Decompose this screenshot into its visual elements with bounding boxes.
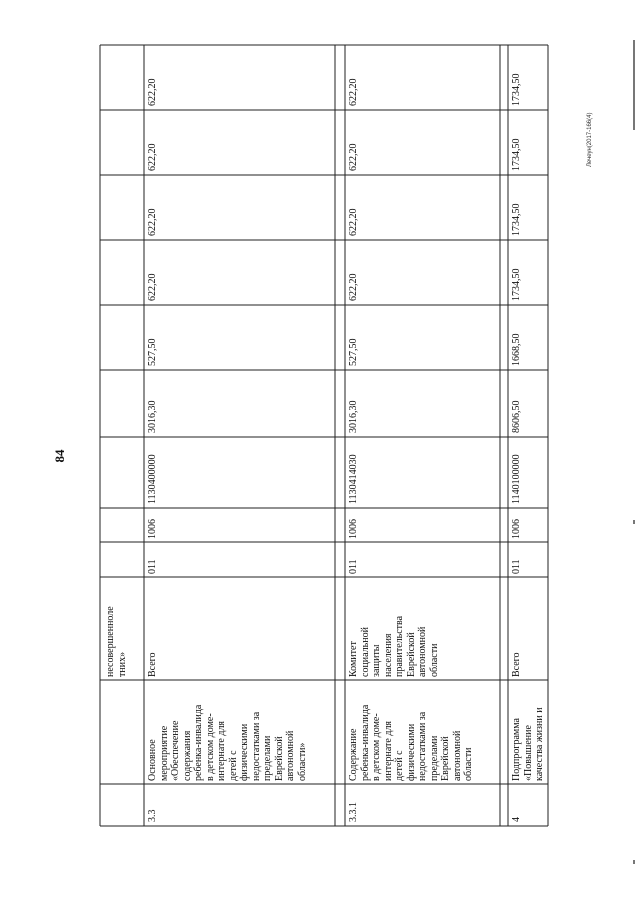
row-name: Подпрограмма «Повышение качества жизни и [511,707,545,781]
row-grbs: 011 [348,559,359,574]
row-responsible: Всего [147,652,158,677]
row-rz-pr: 1006 [511,519,522,539]
row-total: 8606,50 [511,400,522,433]
page-number: 84 [52,449,67,463]
row-year-value: 1734,50 [511,138,522,171]
row-year-value: 622,20 [348,273,359,301]
row-rz-pr: 1006 [147,519,158,539]
row-grbs: 011 [511,559,522,574]
document-stamp: Лечеун(2017-166(4) [587,112,593,167]
row-csr: 1130400000 [147,454,158,504]
row-responsible: Комитет социальной защиты населения правительства Еврейской автономной области [348,615,440,677]
row-csr: 1130414030 [348,454,359,504]
row-number: 3.3.1 [348,802,359,822]
row-year-value: 527,50 [147,338,158,366]
row-csr: 1140100000 [511,454,522,504]
row-year-value: 622,20 [348,78,359,106]
row-year-value: 1668,50 [511,333,522,366]
row-number: 4 [511,817,522,822]
row-year-value: 1734,50 [511,73,522,106]
row-year-value: 1734,50 [511,203,522,236]
row-year-value: 622,20 [147,78,158,106]
row-year-value: 622,20 [147,143,158,171]
row-name: Основное мероприятие «Обеспечение содержания ребенка-инвалида в детском доме- интернате для детей с физическими недостатками за пределами Еврейской автономной области» [147,704,308,781]
row-responsible: Всего [511,652,522,677]
row-year-value: 622,20 [348,143,359,171]
row-rz-pr: 1006 [348,519,359,539]
row-year-value: 622,20 [147,273,158,301]
row-grbs: 011 [147,559,158,574]
row-year-value: 1734,50 [511,268,522,301]
row-year-value: 622,20 [147,208,158,236]
header-residual-text: несовершенноле тних» [105,606,128,677]
row-total: 3016,30 [147,400,158,433]
row-total: 3016,30 [348,400,359,433]
row-year-value: 527,50 [348,338,359,366]
row-year-value: 622,20 [348,208,359,236]
row-number: 3.3 [147,809,158,822]
row-name: Содержание ребенка-инвалида в детском доме- интернате для детей с физическими недостатками за пределами Еврейской автономной области [348,704,474,781]
